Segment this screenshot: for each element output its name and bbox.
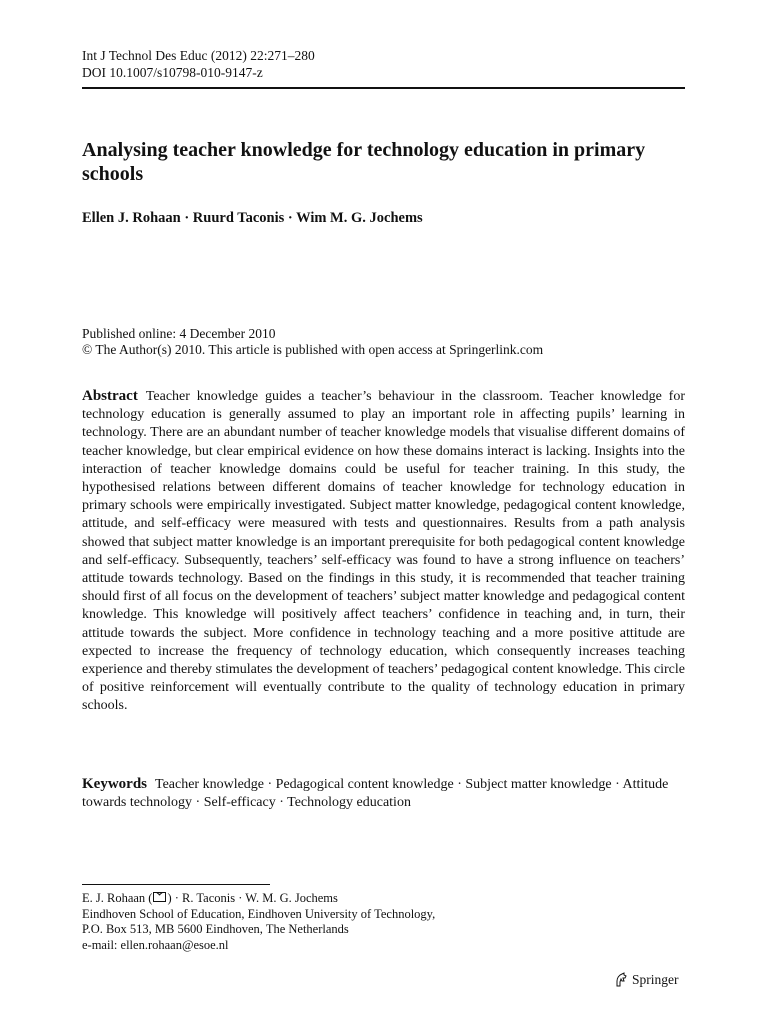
abstract-text: Teacher knowledge guides a teacher’s behaviour in the classroom. Teacher knowledge for technology education is generally assumed to play an important role in affecting pupils’ learning in technology. There are an abundant number of teacher knowledge models that visualise different domains of teacher knowledge, but clear empirical evidence on how these domains interact is lacking. Insights into the interaction of teacher knowledge domains could be useful for teacher training. In this study, the hypothesised relations between different domains of teacher knowledge for technology education in primary schools were empirically investigated. Subject matter knowledge, pedagogical content knowledge, attitude, and self-efficacy were measured with tests and questionnaires. Results from a path analysis showed that subject matter knowledge is an important prerequisite for both pedagogical content knowledge and self-efficacy. Subsequently, teachers’ self-efficacy was found to have a strong influence on teachers’ attitude towards technology. Based on the findings in this study, it is recommended that teacher training should first of all focus on the development of teachers’ subject matter knowledge and pedagogical content knowledge. This knowledge will positively affect teachers’ confidence in teaching and, in turn, their attitude towards the subject. More confidence in technology teaching and a more positive attitude are expected to increase the frequency of technology education, which consequently increases teaching experience and thereby stimulates the development of teachers’ pedagogical content knowledge. This circle of positive reinforcement will eventually contribute to the quality of technology education in primary schools. [82, 389, 685, 714]
postal-address: P.O. Box 513, MB 5600 Eindhoven, The Netherlands [82, 922, 349, 936]
copyright-notice: © The Author(s) 2010. This article is published with open access at Springerlink.com [82, 342, 544, 357]
keywords-text: Teacher knowledge · Pedagogical content knowledge · Subject matter knowledge · Attitude towards technology · Self-efficacy · Technology education [82, 777, 669, 811]
email: e-mail: ellen.rohaan@esoe.nl [82, 937, 229, 952]
footnote-rule [82, 884, 270, 885]
keywords-label: Keywords [82, 776, 147, 792]
author-list: Ellen J. Rohaan · Ruurd Taconis · Wim M. G. Jochems [82, 210, 423, 226]
footnote-name-prefix: E. J. Rohaan ( [82, 891, 153, 905]
affiliation: Eindhoven School of Education, Eindhoven University of Technology, [82, 906, 436, 921]
abstract-label: Abstract [82, 388, 138, 404]
footnote-authors [82, 891, 435, 907]
article-title: Analysing teacher knowledge for technology education in primary schools [82, 139, 646, 185]
header-rule [82, 87, 685, 89]
keywords [82, 775, 685, 812]
author-footnote [82, 891, 435, 953]
springer-horse-icon [614, 972, 628, 988]
envelope-icon [153, 892, 166, 902]
abstract [82, 387, 685, 716]
publisher-name: Springer [632, 972, 679, 987]
published-online-date: Published online: 4 December 2010 [82, 326, 276, 341]
journal-citation: Int J Technol Des Educ (2012) 22:271–280 [82, 48, 315, 63]
publication-info [82, 326, 543, 358]
footnote-name-suffix: ) · R. Taconis · W. M. G. Jochems [167, 891, 338, 905]
journal-header [82, 47, 315, 81]
doi: DOI 10.1007/s10798-010-9147-z [82, 65, 263, 80]
springer-logo [614, 972, 679, 988]
